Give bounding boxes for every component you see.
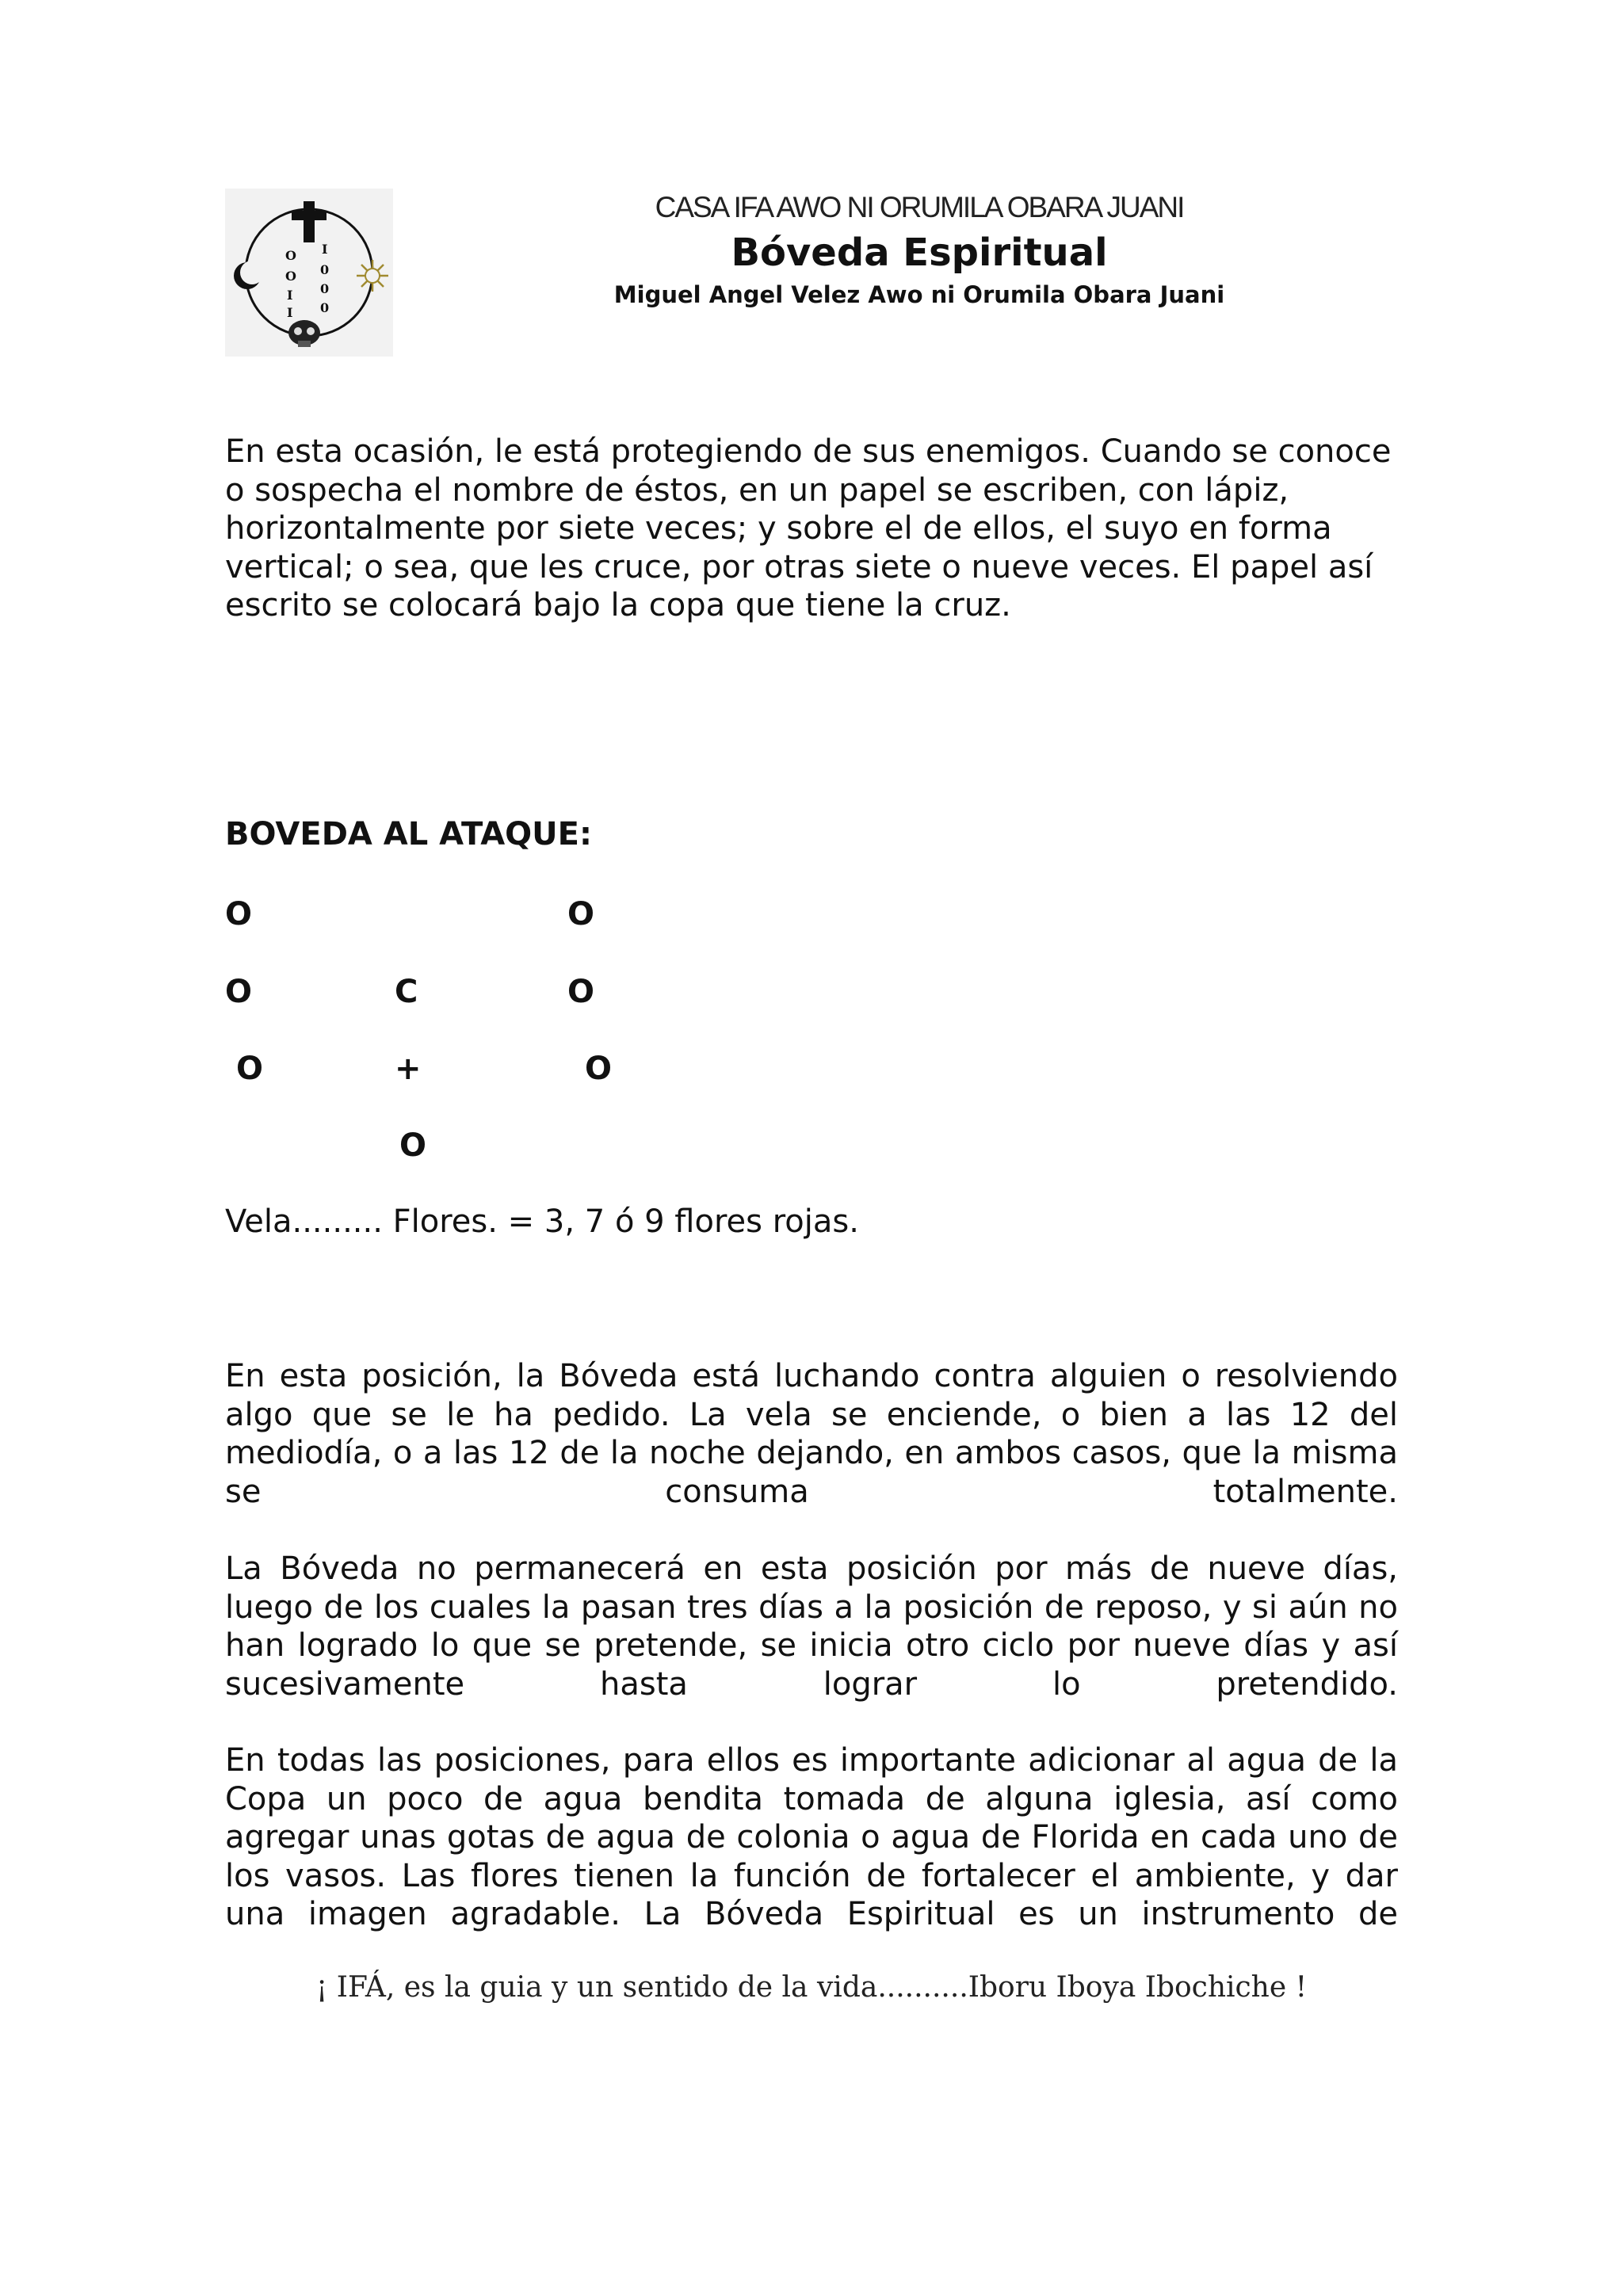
section-heading: BOVEDA AL ATAQUE: [225,816,592,852]
logo-letter: O [285,248,296,263]
paragraph-holy-water: En todas las posiciones, para ellos es importante adicionar al agua de la Copa un poco de agua bendita tomada de alguna iglesia, así como agregar unas gotas de agua de colonia o agua de Florida en cada uno de los vasos. Las flores tienen la función de fortalecer el ambiente, y dar una imagen agradable. La Bóveda Espiritual es un instrumento de [225,1742,1398,1932]
logo-letter: O [285,269,296,284]
logo-letter: I [287,305,293,320]
logo-letter: 0 [320,262,330,277]
diagram-glass: O [567,896,595,933]
logo-letter: 0 [320,281,330,296]
footer-motto: ¡ IFÁ, es la guia y un sentido de la vida..........Iboru Iboya Ibochiche ! [315,1971,1308,2004]
diagram-glass: O [236,1051,264,1087]
diagram-glass: O [225,974,253,1010]
organization-name: CASA IFA AWO NI ORUMILA OBARA JUANI [655,191,1184,223]
diagram-candle: O [399,1127,427,1164]
diagram-cup: C [395,974,418,1010]
diagram-glass: O [585,1051,613,1087]
paragraph-enemies: En esta ocasión, le está protegiendo de sus enemigos. Cuando se conoce o sospecha el nombre de éstos, en un papel se escriben, con lápiz, horizontalmente por siete veces; y sobre el de ellos, el suyo en forma vertical; o sea, que les cruce, por otras siete o nueve veces. El papel así escrito se colocará bajo la copa que tiene la cruz. [225,433,1392,624]
boveda-emblem-icon [225,189,393,357]
logo-letter: 0 [320,300,330,315]
paragraph-duration: La Bóveda no permanecerá en esta posición por más de nueve días, luego de los cuales la pasan tres días a la posición de reposo, y si aún no han logrado lo que se pretende, se inicia otro ciclo por nueve días y así sucesivamente hasta lograr lo pretendido. [225,1550,1398,1703]
logo-letter: I [322,242,328,257]
author-line: Miguel Angel Velez Awo ni Orumila Obara Juani [613,281,1225,308]
diagram-glass: O [567,974,595,1010]
logo-letter: I [287,288,293,303]
candle-flowers-line: Vela......... Flores. = 3, 7 ó 9 flores rojas. [225,1203,859,1240]
paragraph-position: En esta posición, la Bóveda está luchando contra alguien o resolviendo algo que se le ha pedido. La vela se enciende, o bien a las 12 del mediodía, o a las 12 de la noche dejando, en ambos casos, que la misma se consuma totalmente. [225,1358,1398,1510]
document-title: Bóveda Espiritual [731,231,1108,275]
diagram-cross: + [395,1051,422,1087]
document-header [555,187,1284,312]
diagram-glass: O [225,896,253,933]
